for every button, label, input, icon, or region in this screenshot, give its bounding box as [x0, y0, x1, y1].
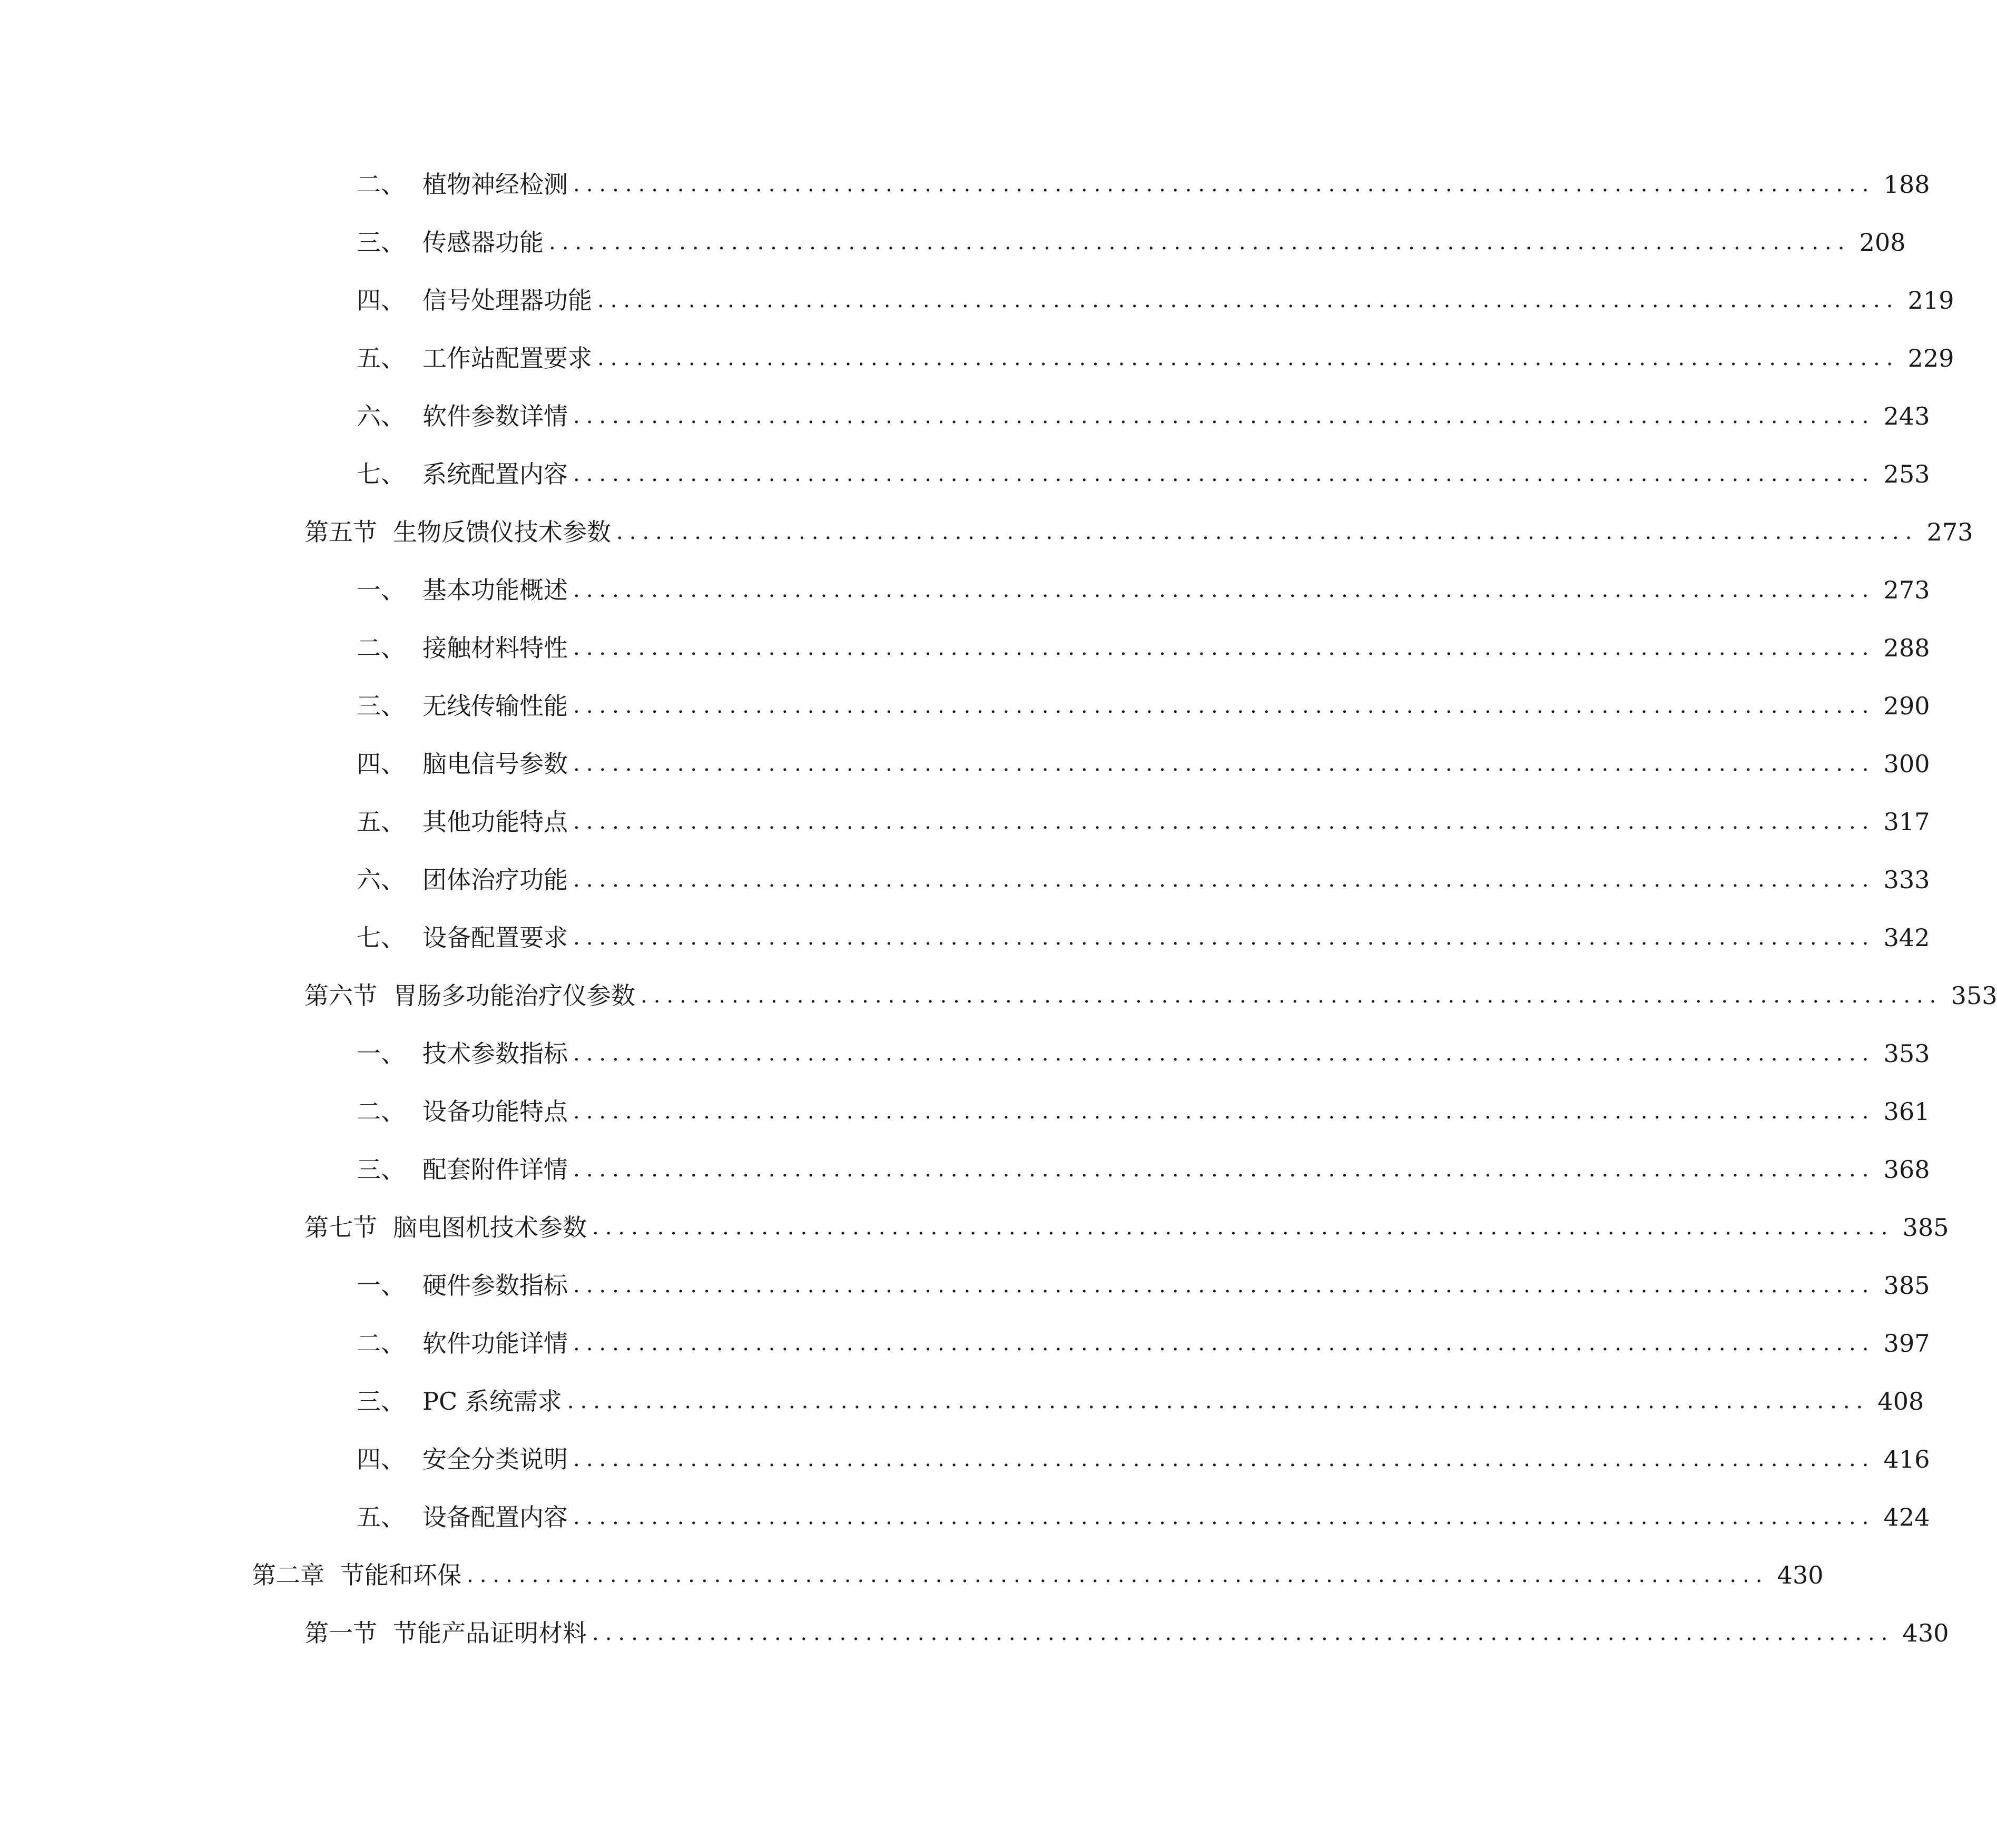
toc-leader-dots: .................................................................................................... [573, 868, 1875, 892]
toc-leader-dots: .................................................................................................... [573, 1157, 1875, 1182]
toc-entry[interactable] [0, 1149, 1930, 1207]
toc-leader-dots: .................................................................................................... [573, 404, 1875, 428]
toc-entry[interactable] [0, 1497, 1930, 1555]
toc-entry-page-number: 385 [1883, 1271, 1930, 1300]
toc-entry-page-number: 385 [1902, 1213, 1949, 1242]
toc-entry-title: 安全分类说明 [422, 1445, 568, 1473]
toc-entry[interactable] [0, 1207, 1949, 1265]
toc-entry-title: 系统配置内容 [422, 460, 568, 488]
toc-entry[interactable] [0, 1034, 1930, 1092]
toc-entry-title: 植物神经检测 [422, 170, 568, 199]
toc-entry-page-number: 361 [1883, 1097, 1930, 1126]
toc-entry-page-number: 353 [1951, 981, 1997, 1010]
toc-entry-number: 一、 [357, 1039, 405, 1068]
toc-entry-page-number: 273 [1926, 518, 1973, 546]
toc-entry-number: 第七节 [304, 1213, 377, 1242]
toc-entry-title: 脑电信号参数 [422, 750, 568, 778]
toc-entry-number: 五、 [357, 808, 405, 836]
toc-entry-page-number: 229 [1907, 344, 1954, 372]
toc-leader-dots: .................................................................................................... [597, 288, 1900, 312]
toc-entry-number: 三、 [357, 1155, 405, 1184]
toc-leader-dots: .................................................................................................... [573, 1273, 1875, 1297]
toc-entry[interactable] [0, 1381, 1924, 1439]
toc-entry-number: 一、 [357, 576, 405, 604]
toc-leader-dots: .................................................................................................... [573, 810, 1875, 834]
toc-entry-page-number: 288 [1883, 634, 1930, 662]
toc-entry-number: 四、 [357, 286, 405, 314]
toc-entry[interactable] [0, 628, 1930, 686]
toc-entry-page-number: 408 [1877, 1387, 1924, 1416]
toc-entry-page-number: 353 [1883, 1039, 1930, 1068]
toc-entry[interactable] [0, 802, 1930, 860]
toc-leader-dots: .................................................................................................... [573, 462, 1875, 486]
toc-entry-title: 工作站配置要求 [422, 344, 592, 372]
toc-entry-page-number: 333 [1883, 866, 1930, 894]
toc-entry-title: 无线传输性能 [422, 692, 568, 720]
toc-entry-number: 二、 [357, 634, 405, 662]
toc-entry[interactable] [0, 222, 1906, 280]
toc-entry[interactable] [0, 1092, 1930, 1149]
toc-entry-title: 团体治疗功能 [422, 866, 568, 894]
toc-entry-number: 第六节 [304, 981, 377, 1010]
toc-entry[interactable] [0, 280, 1954, 338]
toc-entry-number: 二、 [357, 170, 405, 199]
toc-entry-number: 第五节 [304, 518, 377, 546]
toc-entry[interactable] [0, 918, 1930, 976]
toc-entry-title: 配套附件详情 [422, 1155, 568, 1184]
toc-entry-page-number: 243 [1883, 402, 1930, 430]
toc-entry-title: 硬件参数指标 [422, 1271, 568, 1300]
toc-entry-page-number: 317 [1883, 808, 1930, 836]
toc-entry[interactable] [0, 1555, 1824, 1613]
toc-entry[interactable] [0, 1613, 1949, 1671]
toc-entry-page-number: 430 [1902, 1619, 1949, 1647]
toc-entry-title: 技术参数指标 [422, 1039, 568, 1068]
toc-entry[interactable] [0, 1439, 1930, 1497]
toc-leader-dots: .................................................................................................... [641, 984, 1943, 1008]
toc-entry-title: 软件功能详情 [422, 1329, 568, 1358]
toc-entry-title: 信号处理器功能 [422, 286, 592, 314]
toc-leader-dots: .................................................................................................... [573, 752, 1875, 776]
toc-entry-title: 传感器功能 [422, 228, 544, 257]
toc-entry[interactable] [0, 860, 1930, 918]
toc-entry-page-number: 253 [1883, 460, 1930, 488]
toc-leader-dots: .................................................................................................... [573, 694, 1875, 718]
toc-entry-number: 五、 [357, 1503, 405, 1531]
toc-entry-page-number: 208 [1859, 228, 1906, 257]
toc-leader-dots: .................................................................................................... [597, 346, 1900, 370]
toc-leader-dots: .................................................................................................... [467, 1563, 1769, 1587]
toc-entry-page-number: 300 [1883, 750, 1930, 778]
toc-entry-title: 节能产品证明材料 [393, 1619, 587, 1647]
toc-leader-dots: .................................................................................................... [549, 230, 1851, 254]
toc-leader-dots: .................................................................................................... [573, 172, 1875, 196]
toc-leader-dots: .................................................................................................... [592, 1621, 1894, 1645]
toc-entry-page-number: 368 [1883, 1155, 1930, 1184]
toc-entry[interactable] [0, 512, 1973, 570]
toc-leader-dots: .................................................................................................... [573, 926, 1875, 950]
toc-entry[interactable] [0, 454, 1930, 512]
toc-entry-title: 其他功能特点 [422, 808, 568, 836]
toc-leader-dots: .................................................................................................... [573, 1041, 1875, 1066]
toc-leader-dots: .................................................................................................... [573, 1447, 1875, 1471]
toc-entry-number: 第一节 [304, 1619, 377, 1647]
toc-leader-dots: .................................................................................................... [567, 1389, 1870, 1413]
toc-entry-page-number: 416 [1883, 1445, 1930, 1473]
toc-entry[interactable] [0, 396, 1930, 454]
toc-entry-number: 第二章 [252, 1561, 324, 1589]
toc-entry[interactable] [0, 1323, 1930, 1381]
toc-entry-title: 接触材料特性 [422, 634, 568, 662]
toc-entry[interactable] [0, 570, 1930, 628]
toc-entry-number: 三、 [357, 228, 405, 257]
toc-entry-page-number: 430 [1777, 1561, 1824, 1589]
toc-entry-title: 基本功能概述 [422, 576, 568, 604]
toc-leader-dots: .................................................................................................... [573, 1099, 1875, 1124]
toc-leader-dots: .................................................................................................... [616, 520, 1919, 544]
toc-entry-number: 六、 [357, 866, 405, 894]
toc-entry-title: 节能和环保 [340, 1561, 461, 1589]
toc-leader-dots: .................................................................................................... [592, 1215, 1894, 1240]
toc-entry[interactable] [0, 744, 1930, 802]
toc-entry-number: 五、 [357, 344, 405, 372]
toc-entry-number: 六、 [357, 402, 405, 430]
toc-entry-number: 七、 [357, 460, 405, 488]
toc-entry-title: 生物反馈仪技术参数 [393, 518, 611, 546]
toc-entry-number: 四、 [357, 1445, 405, 1473]
toc-entry-page-number: 273 [1883, 576, 1930, 604]
toc-entry-page-number: 290 [1883, 692, 1930, 720]
toc-leader-dots: .................................................................................................... [573, 1505, 1875, 1529]
toc-entry-number: 三、 [357, 1387, 405, 1416]
toc-entry[interactable] [0, 976, 1997, 1034]
toc-entry-page-number: 188 [1883, 170, 1930, 199]
toc-entry-number: 七、 [357, 923, 405, 952]
toc-entry-title: 设备配置内容 [422, 1503, 568, 1531]
toc-entry[interactable] [0, 338, 1954, 396]
toc-entry-page-number: 342 [1883, 923, 1930, 952]
toc-entry-title: 设备配置要求 [422, 923, 568, 952]
toc-entry-title: 脑电图机技术参数 [393, 1213, 587, 1242]
toc-entry-title: 软件参数详情 [422, 402, 568, 430]
toc-entry[interactable] [0, 686, 1930, 744]
table-of-contents [0, 164, 1997, 1671]
toc-leader-dots: .................................................................................................... [573, 636, 1875, 660]
toc-leader-dots: .................................................................................................... [573, 578, 1875, 602]
toc-leader-dots: .................................................................................................... [573, 1331, 1875, 1355]
toc-entry-number: 四、 [357, 750, 405, 778]
toc-entry[interactable] [0, 164, 1930, 222]
toc-entry-number: 三、 [357, 692, 405, 720]
toc-entry-number: 二、 [357, 1329, 405, 1358]
toc-entry-title: 设备功能特点 [422, 1097, 568, 1126]
toc-entry[interactable] [0, 1265, 1930, 1323]
toc-entry-number: 一、 [357, 1271, 405, 1300]
toc-entry-page-number: 219 [1907, 286, 1954, 314]
toc-entry-title: PC 系统需求 [422, 1387, 562, 1416]
toc-entry-page-number: 424 [1883, 1503, 1930, 1531]
toc-entry-title: 胃肠多功能治疗仪参数 [393, 981, 635, 1010]
toc-entry-page-number: 397 [1883, 1329, 1930, 1358]
toc-entry-number: 二、 [357, 1097, 405, 1126]
